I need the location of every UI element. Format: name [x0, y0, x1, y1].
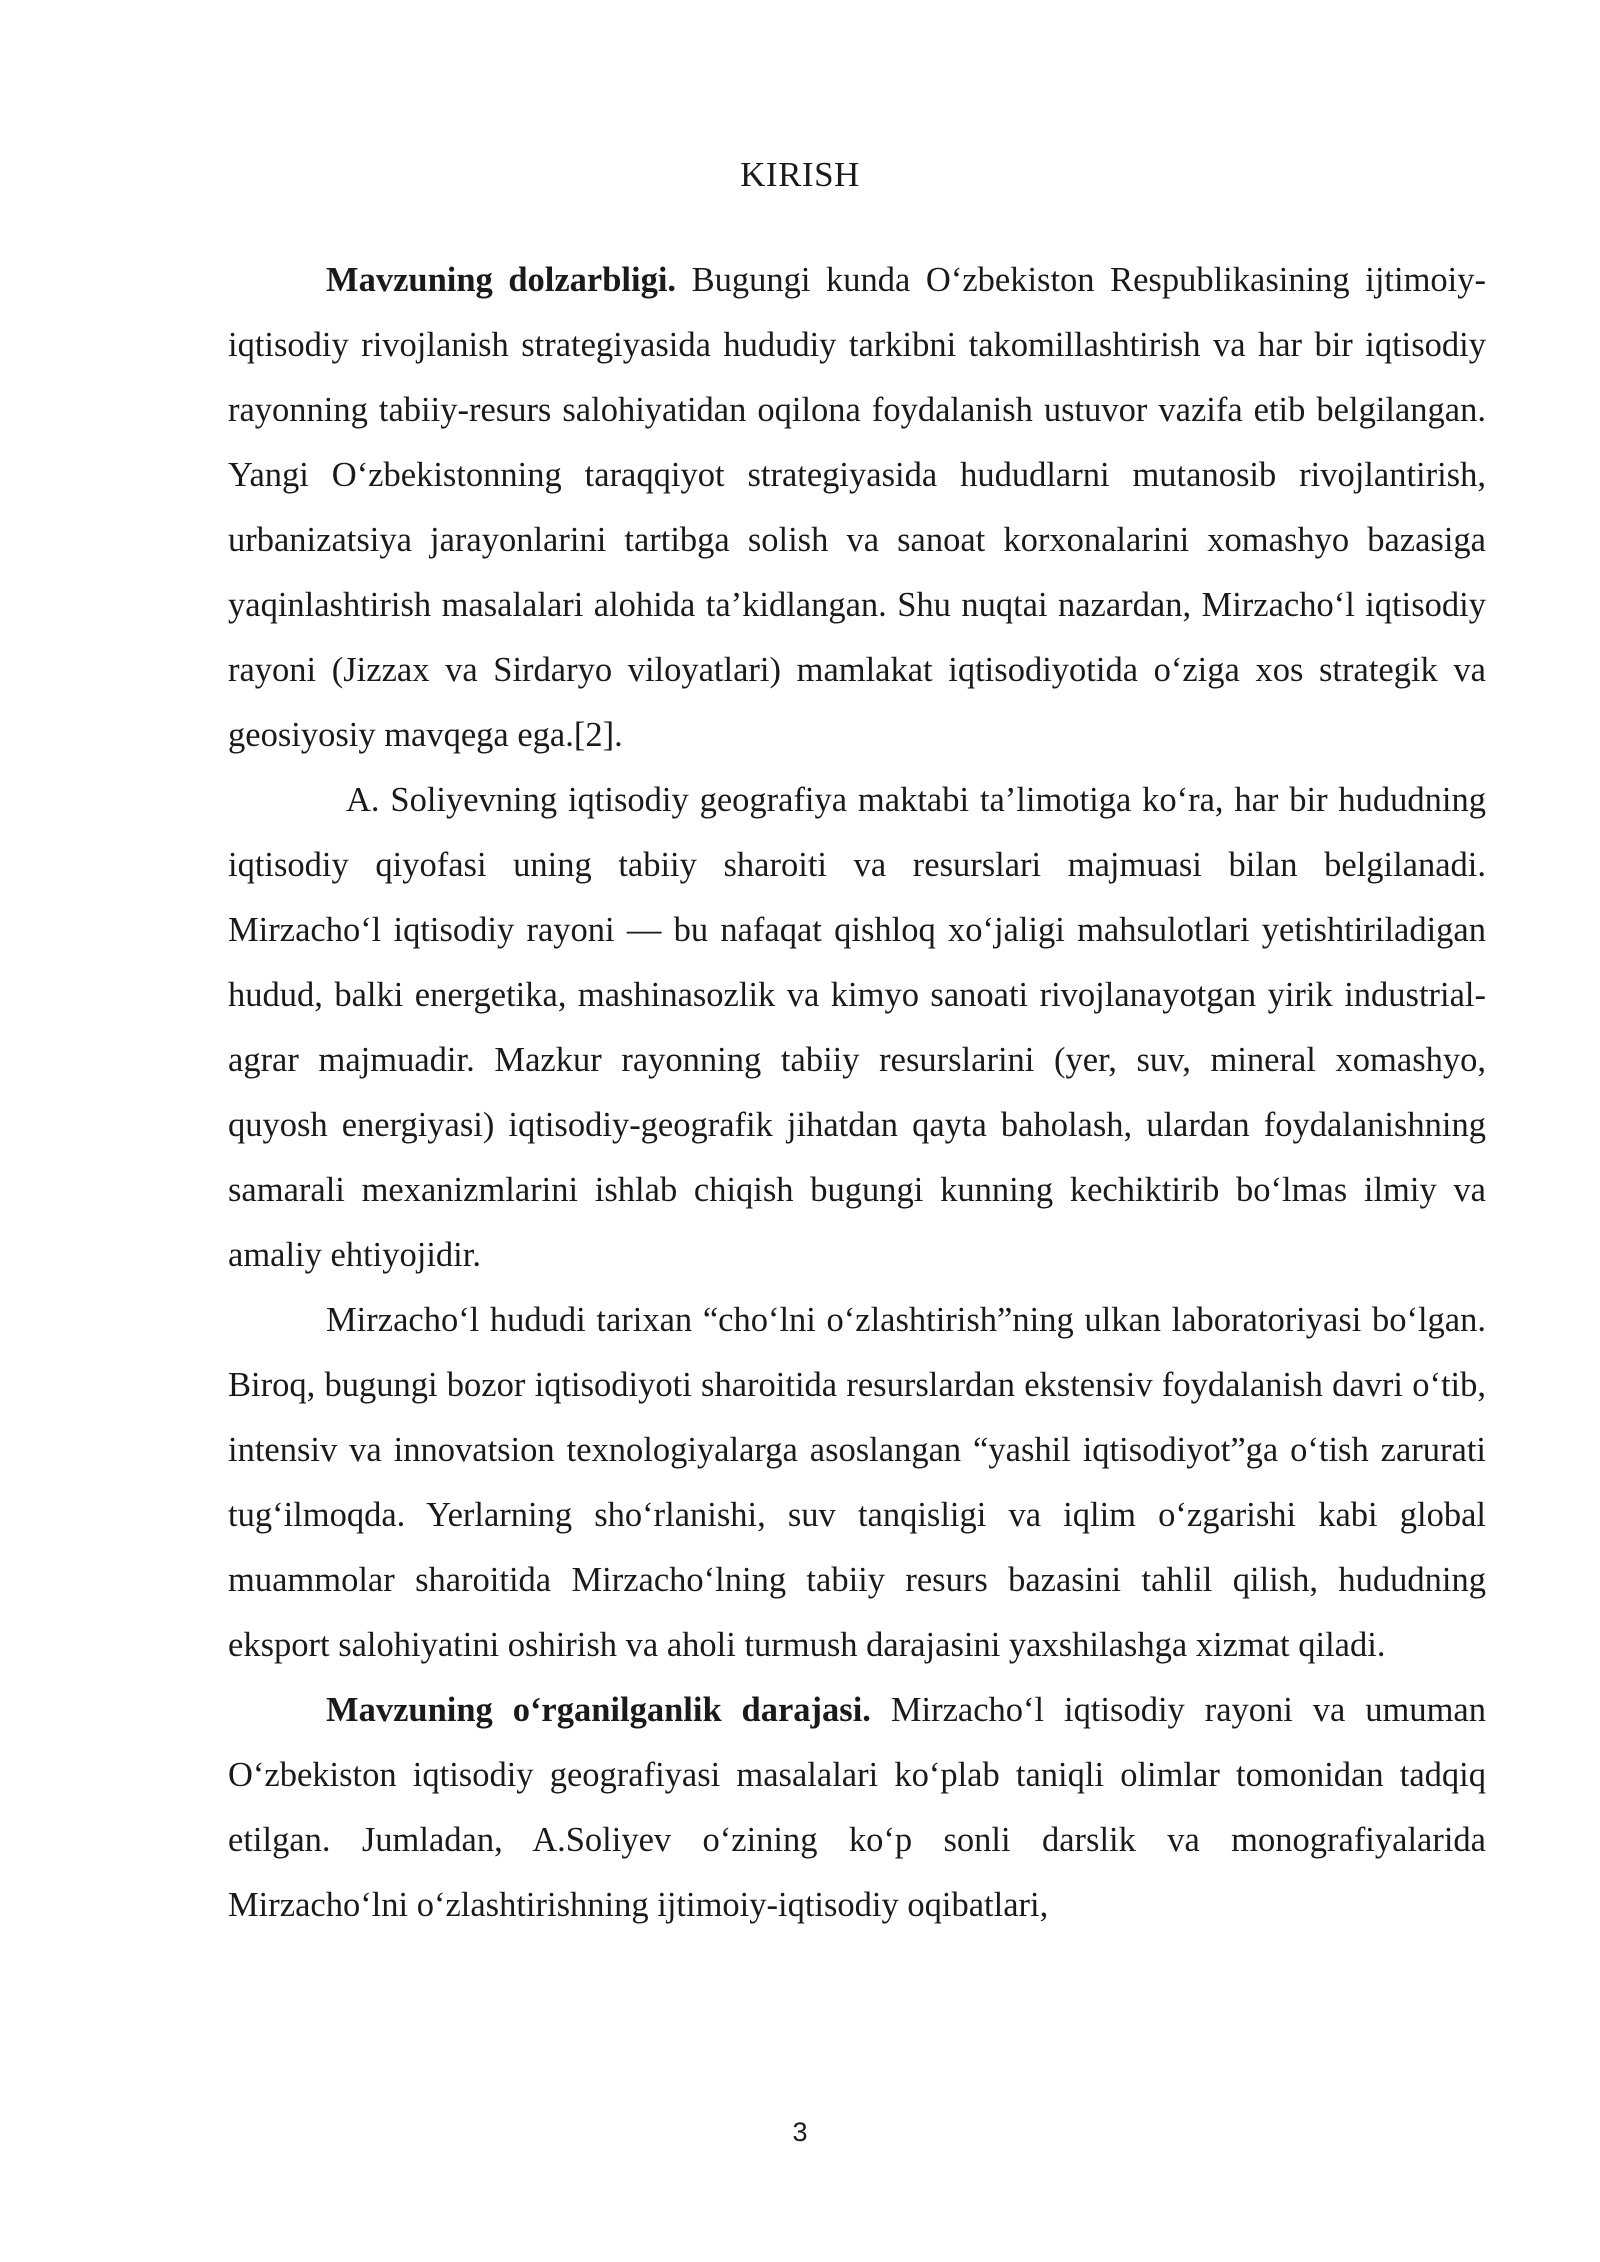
page-number: 3: [792, 2117, 808, 2147]
body-text: [228, 248, 1486, 1938]
paragraph-history: [228, 1288, 1486, 1678]
paragraph-study-level: [228, 1678, 1486, 1938]
paragraph-soliyev: [228, 768, 1486, 1288]
paragraph-lead-relevance: Mavzuning dolzarbligi.: [326, 261, 677, 299]
page-heading: KIRISH: [740, 155, 860, 194]
paragraph-text-history: Mirzacho‘l hududi tarixan “cho‘lni o‘zlashtirish”ning ulkan laboratoriyasi bo‘lgan. Biroq, bugungi bozor iqtisodiyoti sharoitida resurslardan ekstensiv foydalanish davri o‘tib, intensiv va innovatsion texnologiyalarga asoslangan “yashil iqtisodiyot”ga o‘tish zarurati tug‘ilmoqda. Yerlarning sho‘rlanishi, suv tanqisligi va iqlim o‘zgarishi kabi global muammolar sharoitida Mirzacho‘lning tabiiy resurs bazasini tahlil qilish, hududning eksport salohiyatini oshirish va aholi turmush darajasini yaxshilashga xizmat qiladi.: [228, 1301, 1486, 1664]
paragraph-lead-study-level: Mavzuning o‘rganilganlik darajasi.: [326, 1691, 871, 1729]
paragraph-text-study-level: Mirzacho‘l iqtisodiy rayoni va umuman O‘zbekiston iqtisodiy geografiyasi masalalari ko‘plab taniqli olimlar tomonidan tadqiq etilgan. Jumladan, A.Soliyev o‘zining ko‘p sonli darslik va monografiyalarida Mirzacho‘lni o‘zlashtirishning ijtimoiy-iqtisodiy oqibatlari,: [228, 1691, 1486, 1924]
paragraph-text-soliyev: A. Soliyevning iqtisodiy geografiya maktabi ta’limotiga ko‘ra, har bir hududning iqtisodiy qiyofasi uning tabiiy sharoiti va resurslari majmuasi bilan belgilanadi. Mirzacho‘l iqtisodiy rayoni — bu nafaqat qishloq xo‘jaligi mahsulotlari yetishtiriladigan hudud, balki energetika, mashinasozlik va kimyo sanoati rivojlanayotgan yirik industrial-agrar majmuadir. Mazkur rayonning tabiiy resurslarini (yer, suv, mineral xomashyo, quyosh energiyasi) iqtisodiy-geografik jihatdan qayta baholash, ulardan foydalanishning samarali mexanizmlarini ishlab chiqish bugungi kunning kechiktirib bo‘lmas ilmiy va amaliy ehtiyojidir.: [228, 781, 1486, 1274]
paragraph-text-relevance: Bugungi kunda O‘zbekiston Respublikasining ijtimoiy-iqtisodiy rivojlanish strategiyasida hududiy tarkibni takomillashtirish va har bir iqtisodiy rayonning tabiiy-resurs salohiyatidan oqilona foydalanish ustuvor vazifa etib belgilangan. Yangi O‘zbekistonning taraqqiyot strategiyasida hududlarni mutanosib rivojlantirish, urbanizatsiya jarayonlarini tartibga solish va sanoat korxonalarini xomashyo bazasiga yaqinlashtirish masalalari alohida ta’kidlangan. Shu nuqtai nazardan, Mirzacho‘l iqtisodiy rayoni (Jizzax va Sirdaryo viloyatlari) mamlakat iqtisodiyotida o‘ziga xos strategik va geosiyosiy mavqega ega.[2].: [228, 261, 1486, 754]
paragraph-relevance: [228, 248, 1486, 768]
